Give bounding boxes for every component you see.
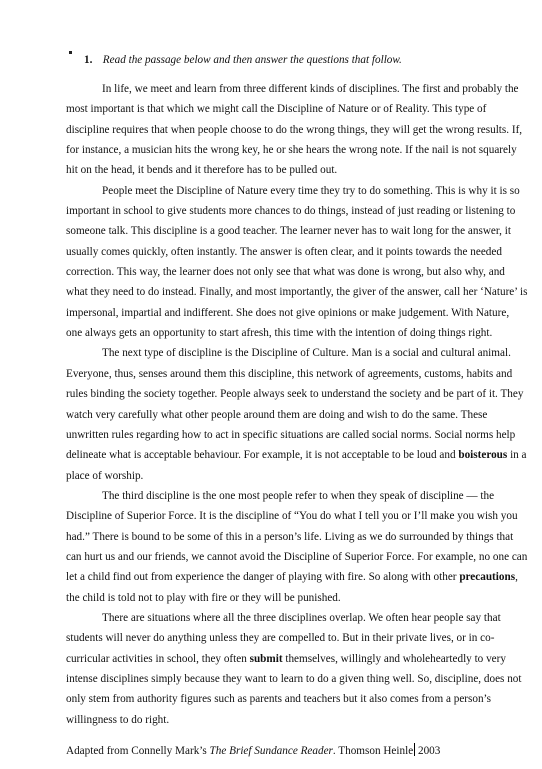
- passage-paragraph-1: [66, 79, 528, 181]
- reading-passage: [66, 79, 528, 730]
- paragraph-text: in a place of worship.: [66, 449, 527, 482]
- citation-year: 2003: [415, 745, 441, 757]
- passage-paragraph-5: [66, 608, 528, 730]
- paragraph-text: People meet the Discipline of Nature every time they try to do something. This is why it is so important in school to give students more chances to do things, instead of just reading or listening to someone talk. This discipline is a good teacher. The learner never has to wait long for the answer, it usually comes quickly, often instantly. The answer is often clear, and it points towards the needed correction. This way, the learner does not only see that what was done is wrong, but also why, and what they need to do instead. Finally, and most importantly, the giver of the answer, call her ‘Nature’ is impersonal, impartial and indifferent. She does not give opinions or make judgement. With Nature, one always gets an opportunity to start afresh, this time with the intention of doing things right.: [66, 184, 528, 340]
- paragraph-text: The third discipline is the one most people refer to when they speak of discipline — the Discipline of Superior Force. It is the discipline of “You do what I tell you or I’ll make you wish you had.” There is bound to be some of this in a person’s life. Living as we do surrounded by things that can hurt us and our friends, we cannot avoid the Discipline of Superior Force. For example, no one can let a child find out from experience the danger of playing with fire. So along with other: [66, 489, 528, 584]
- question-instruction: Read the passage below and then answer the questions that follow.: [102, 54, 402, 66]
- question-heading: [84, 53, 402, 68]
- paragraph-text: themselves, willingly and wholeheartedly to very intense disciplines simply because they want to learn to do a given thing well. So, discipline, does not only stem from authority figures such as parents and teachers but it also comes from a person’s willingness to do right.: [66, 652, 522, 726]
- book-title: The Brief Sundance Reader: [209, 745, 333, 757]
- passage-paragraph-3: [66, 343, 528, 485]
- paragraph-text: In life, we meet and learn from three different kinds of disciplines. The first and probably the most important is that which we might call the Discipline of Nature or of Reality. This type of discipline requires that when people choose to do the wrong things, they will get the wrong results. If, for instance, a musician hits the wrong key, he or she hears the wrong note. If the nail is not squarely hit on the head, it bends and it therefore has to be pulled out.: [66, 83, 523, 177]
- vocabulary-word-boisterous: boisterous: [458, 449, 508, 462]
- paragraph-text: The next type of discipline is the Discipline of Culture. Man is a social and cultural animal. Everyone, thus, senses around them this discipline, this network of agreements, customs, habits and rules binding the society together. People always seek to understand the society and be part of it. They watch very carefully what other people around them are doing and wish to do the same. These unwritten rules regarding how to act in specific situations are called social norms. Social norms help delineate what is acceptable behaviour. For example, it is not acceptable to be loud and: [66, 347, 524, 462]
- paragraph-text: There are situations where all the three disciplines overlap. We often hear people say that students will never do anything unless they are compelled to. But in their private lives, or in co-curricular activities in school, they often: [66, 611, 501, 665]
- paragraph-text: , the child is told not to play with fire or they will be punished.: [66, 571, 518, 604]
- question-number: 1.: [84, 54, 93, 66]
- source-citation: [66, 743, 440, 759]
- citation-publisher: . Thomson Heinle: [332, 745, 414, 757]
- passage-paragraph-4: [66, 486, 528, 608]
- bullet-marker: [69, 51, 72, 54]
- passage-paragraph-2: [66, 181, 528, 344]
- citation-prefix: Adapted from Connelly Mark’s: [66, 745, 210, 757]
- vocabulary-word-precautions: precautions: [459, 571, 516, 584]
- vocabulary-word-submit: submit: [249, 652, 283, 665]
